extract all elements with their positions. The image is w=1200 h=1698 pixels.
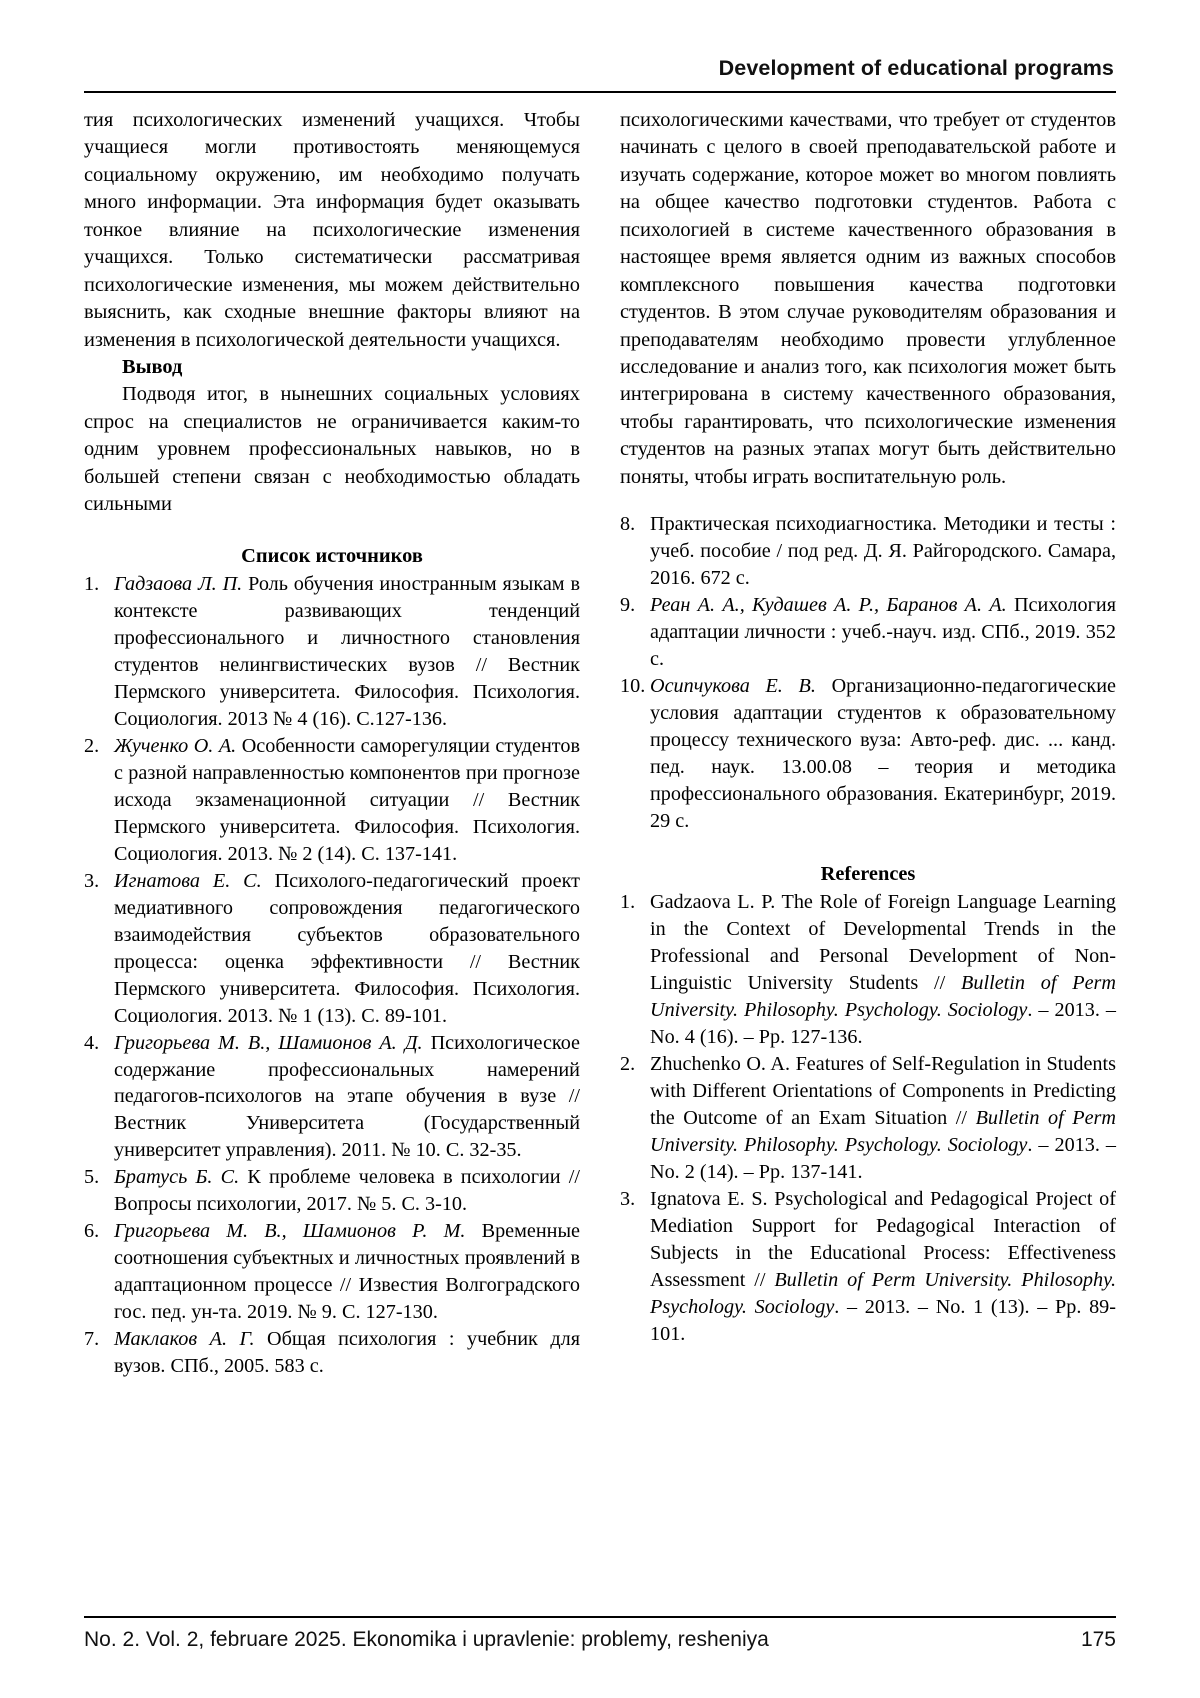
ref-number: 8. — [620, 513, 636, 536]
ref-authors: Гадзаова Л. П. — [114, 573, 243, 596]
references-ru-list — [84, 571, 580, 1380]
right-paragraph-1: психологическими качествами, что требует от студентов начинать с целого в своей преподавательской работе и изучать содержание, которое может во многом повлиять на общее качество подготовки студентов. Работа с психологией в системе качественного образования в настоящее время является одним из важных способов комплексного повышения качества подготовки студентов. В этом случае руководителям образования и преподавателям необходимо провести углубленное исследование и анализ того, как психология может быть интегрирована в систему качественного образования, чтобы гарантировать, что психологические изменения студентов на разных этапах могут быть действительно поняты, чтобы играть воспитательную роль. — [620, 109, 1116, 488]
ref-number: 3. — [620, 1187, 636, 1210]
ref-authors: Маклаков А. Г. — [114, 1328, 255, 1351]
ref-source: Bulletin of Perm University. Philosophy. Psychology. Sociology — [650, 972, 1116, 1022]
references-en-title: References — [820, 862, 916, 885]
list-item — [620, 511, 1116, 592]
ref-number: 6. — [84, 1220, 100, 1243]
ref-rest: Общая психология : учебник для вузов. СПб., 2005. 583 с. — [114, 1328, 580, 1378]
list-item — [620, 1051, 1116, 1186]
ref-authors: Братусь Б. С. — [114, 1166, 240, 1189]
ref-source: Bulletin of Perm University. Philosophy. Psychology. Sociology — [650, 1107, 1116, 1156]
ref-number: 9. — [620, 594, 636, 617]
ref-plain-1: Ignatova E. S. Psychological and Pedagogical Project of Mediation Support for Pedagogical Interaction of Subjects in the Educational Process: Effectiveness Assessment // — [650, 1187, 1116, 1291]
ref-number: 4. — [84, 1031, 100, 1054]
right-column — [620, 107, 1116, 1348]
ref-number: 2. — [620, 1053, 636, 1076]
ref-text — [114, 1326, 580, 1380]
two-column-body — [84, 107, 1116, 1380]
list-item — [84, 1164, 580, 1218]
ref-rest: К проблеме человека в психологии // Вопросы психологии, 2017. № 5. С. 3-10. — [114, 1166, 580, 1216]
list-item — [620, 889, 1116, 1051]
ref-authors: Жученко О. А. — [114, 734, 237, 757]
ref-number: 1. — [84, 573, 100, 596]
ref-authors: Реан А. А., Кудашев А. Р., Баранов А. А. — [650, 594, 1007, 617]
ref-number: 1. — [620, 891, 636, 914]
ref-rest: Особенности саморегуляции студентов с разной направленностью компонентов при прогнозе исхода экзаменационной ситуации // Вестник Пермского университета. Философия. Психология. Социология. 2013. № 2 (14). С. 137-141. — [114, 734, 580, 865]
left-paragraph-1: тия психологических изменений учащихся. Чтобы учащиеся могли противостоять меняющемуся социальному окружению, им необходимо получать много информации. Эта информация будет оказывать тонкое влияние на психологические изменения учащихся. Только систематически рассматривая психологические изменения, мы можем действительно выяснить, как сходные внешние факторы влияют на изменения в психологической деятельности учащихся. — [84, 109, 580, 351]
ref-rest: Роль обучения иностранным языкам в контексте развивающих тенденций профессионального и личностного становления студентов нелингвистических вузов // Вестник Пермского университета. Философия. Психология. Социология. 2013 № 4 (16). С.127-136. — [114, 573, 580, 730]
ref-text — [650, 1186, 1116, 1348]
header-rule — [84, 91, 1116, 93]
ref-number: 7. — [84, 1328, 100, 1351]
ref-text — [114, 1164, 580, 1218]
list-item — [620, 1186, 1116, 1348]
ref-text — [650, 673, 1116, 835]
list-item — [84, 1218, 580, 1326]
list-item — [620, 592, 1116, 673]
ref-text — [114, 571, 580, 733]
ref-plain-2: . – 2013. – No. 2 (14). – Pp. 137-141. — [650, 1133, 1116, 1183]
list-item — [84, 1326, 580, 1380]
ref-rest: Психологическое содержание профессиональных намерений педагогов-психологов на этапе обучения в вузе // Вестник Университета (Государственный университет управления). 2011. № 10. С. 32-35. — [114, 1031, 580, 1162]
ref-text — [650, 511, 1116, 592]
conclusion-subhead: Вывод — [122, 355, 183, 378]
ref-text — [114, 1030, 580, 1165]
ref-authors: Игнатова Е. С. — [114, 869, 262, 892]
page-footer — [84, 1616, 1116, 1652]
references-ru-title: Список источников — [241, 544, 423, 567]
ref-text — [114, 868, 580, 1030]
ref-number: 3. — [84, 869, 100, 892]
left-paragraph-2: Подводя итог, в нынешних социальных условиях спрос на специалистов не ограничивается каким-то одним уровнем профессиональных навыков, но в большей степени связан с необходимостью обладать сильными — [84, 383, 580, 516]
ref-authors: Григорьева М. В., Шамионов А. Д. — [114, 1031, 423, 1054]
list-item — [84, 571, 580, 733]
spacer — [620, 491, 1116, 511]
left-column — [84, 107, 580, 1380]
page-number: 175 — [1080, 1628, 1116, 1651]
references-ru-continued — [620, 511, 1116, 835]
footer-rule — [84, 1616, 1116, 1618]
ref-number: 5. — [84, 1166, 100, 1189]
ref-text — [650, 889, 1116, 1051]
ref-authors: Осипчукова Е. В. — [650, 674, 816, 697]
ref-rest: Практическая психодиагностика. Методики и тесты : учеб. пособие / под ред. Д. Я. Райгородского. Самара, 2016. 672 с. — [650, 513, 1116, 590]
ref-text — [650, 1051, 1116, 1186]
ref-rest: Психология адаптации личности : учеб.-науч. изд. СПб., 2019. 352 с. — [650, 594, 1117, 670]
list-item — [620, 673, 1116, 835]
ref-source: Bulletin of Perm University. Philosophy. Psychology. Sociology — [650, 1268, 1117, 1318]
ref-plain-1: Gadzaova L. P. The Role of Foreign Language Learning in the Context of Developmental Trends in the Professional and Personal Development of Non-Linguistic University Students // — [650, 891, 1116, 995]
ref-text — [114, 733, 580, 868]
footer-row — [84, 1628, 1116, 1652]
ref-number: 2. — [84, 734, 100, 757]
ref-rest: Временные соотношения субъектных и личностных проявлений в адаптационном процессе // Известия Волгоградского гос. пед. ун-та. 2019. № 9. С. 127-130. — [114, 1220, 580, 1324]
ref-text — [650, 592, 1116, 673]
ref-text — [114, 1218, 580, 1326]
running-head: Development of educational programs — [718, 56, 1114, 80]
ref-authors: Григорьева М. В., Шамионов Р. М. — [114, 1220, 466, 1243]
ref-plain-2: . – 2013. – No. 4 (16). – Pp. 127-136. — [650, 999, 1116, 1049]
list-item — [84, 1030, 580, 1165]
ref-rest: Организационно-педагогические условия адаптации студентов к образовательному процессу технического вуза: Авто-реф. дис. ... канд. пед. наук. 13.00.08 – теория и методика профессионального образования. Екатеринбург, 2019. 29 с. — [650, 674, 1116, 832]
ref-plain-2: . – 2013. – No. 1 (13). – Pp. 89-101. — [650, 1295, 1116, 1345]
ref-rest: Психолого-педагогический проект медиативного сопровождения педагогического взаимодействия субъектов образовательного процесса: оценка эффективности // Вестник Пермского университета. Философия. Психология. Социология. 2013. № 1 (13). С. 89-101. — [114, 869, 580, 1027]
list-item — [84, 733, 580, 868]
ref-number: 10. — [620, 674, 646, 697]
ref-plain-1: Zhuchenko O. A. Features of Self-Regulation in Students with Different Orientations of Components in Predicting the Outcome of an Exam Situation // — [650, 1053, 1116, 1130]
references-en-list — [620, 889, 1116, 1347]
list-item — [84, 868, 580, 1030]
journal-citation: No. 2. Vol. 2, februare 2025. Ekonomika i upravlenie: problemy, resheniya — [84, 1628, 769, 1651]
